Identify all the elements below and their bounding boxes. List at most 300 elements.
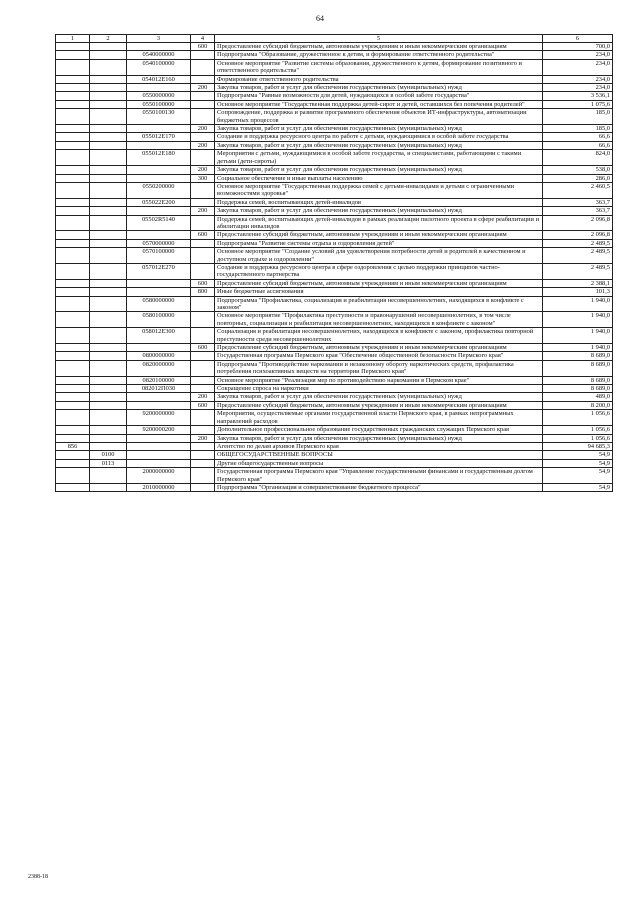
- admin-code-cell: [56, 410, 90, 426]
- expense-type-cell: [191, 442, 215, 450]
- target-article-cell: 0580000000: [127, 296, 191, 312]
- target-article-cell: 0820100000: [127, 376, 191, 384]
- target-article-cell: [127, 451, 191, 459]
- admin-code-cell: [56, 426, 90, 434]
- section-code-cell: 0113: [90, 459, 127, 467]
- amount-cell: 1 940,0: [543, 296, 613, 312]
- target-article-cell: 0800000000: [127, 352, 191, 360]
- expense-type-cell: 600: [191, 279, 215, 287]
- section-code-cell: [90, 410, 127, 426]
- description-cell: Сопровождение, поддержка и развитие программного обеспечения объектов ИТ-инфраструктуры, автоматизации бюджетных процессов: [215, 109, 543, 125]
- expense-type-cell: 200: [191, 84, 215, 92]
- expense-type-cell: [191, 312, 215, 328]
- admin-code-cell: [56, 109, 90, 125]
- section-code-cell: [90, 393, 127, 401]
- section-code-cell: [90, 468, 127, 484]
- admin-code-cell: [56, 215, 90, 231]
- expense-type-cell: [191, 451, 215, 459]
- admin-code-cell: [56, 239, 90, 247]
- admin-code-cell: [56, 279, 90, 287]
- table-row: [56, 182, 613, 198]
- amount-cell: 8 689,0: [543, 376, 613, 384]
- table-row: [56, 248, 613, 264]
- amount-cell: 2 096,8: [543, 231, 613, 239]
- admin-code-cell: [56, 288, 90, 296]
- section-code-cell: [90, 376, 127, 384]
- description-cell: Основное мероприятие "Создание условий для удовлетворения потребности детей и родителей в качественном и доступном отдыхе и оздоровлении": [215, 248, 543, 264]
- admin-code-cell: [56, 150, 90, 166]
- admin-code-cell: [56, 75, 90, 83]
- admin-code-cell: [56, 352, 90, 360]
- header-cell: 3: [127, 35, 191, 43]
- expense-type-cell: [191, 376, 215, 384]
- target-article-cell: 2000000000: [127, 468, 191, 484]
- table-row: [56, 483, 613, 491]
- admin-code-cell: [56, 434, 90, 442]
- section-code-cell: [90, 312, 127, 328]
- amount-cell: 1 056,6: [543, 434, 613, 442]
- expense-type-cell: [191, 263, 215, 279]
- expense-type-cell: [191, 215, 215, 231]
- amount-cell: 185,0: [543, 109, 613, 125]
- table-row: [56, 352, 613, 360]
- admin-code-cell: [56, 360, 90, 376]
- table-row: [56, 109, 613, 125]
- table-row: [56, 426, 613, 434]
- admin-code-cell: [56, 393, 90, 401]
- description-cell: Поддержка семей, воспитывающих детей-инвалидов в рамках реализации пилотного проекта в сфере реабилитации и абилитации инвалидов: [215, 215, 543, 231]
- section-code-cell: [90, 215, 127, 231]
- description-cell: Закупка товаров, работ и услуг для обеспечения государственных (муниципальных) нужд: [215, 393, 543, 401]
- admin-code-cell: [56, 312, 90, 328]
- description-cell: Государственная программа Пермского края "Управление государственными финансами и государственным долгом Пермского края": [215, 468, 543, 484]
- description-cell: Основное мероприятие "Государственная поддержка детей-сирот и детей, оставшихся без попечения родителей": [215, 100, 543, 108]
- target-article-cell: 05502R5140: [127, 215, 191, 231]
- section-code-cell: [90, 59, 127, 75]
- description-cell: Основное мероприятие "Государственная поддержка семей с детьми-инвалидами и детьми с ограниченными возможностями здоровья": [215, 182, 543, 198]
- table-row: [56, 442, 613, 450]
- expense-type-cell: [191, 75, 215, 83]
- section-code-cell: [90, 141, 127, 149]
- description-cell: Сокращение спроса на наркотики: [215, 385, 543, 393]
- expense-type-cell: 600: [191, 43, 215, 51]
- admin-code-cell: [56, 207, 90, 215]
- table-row: [56, 451, 613, 459]
- description-cell: Другие общегосударственные вопросы: [215, 459, 543, 467]
- description-cell: Социальное обеспечение и иные выплаты населению: [215, 174, 543, 182]
- expense-type-cell: [191, 385, 215, 393]
- expense-type-cell: 200: [191, 434, 215, 442]
- section-code-cell: [90, 51, 127, 59]
- page-number: 64: [316, 14, 324, 23]
- table-row: [56, 344, 613, 352]
- expense-type-cell: 200: [191, 141, 215, 149]
- admin-code-cell: [56, 248, 90, 264]
- table-row: [56, 75, 613, 83]
- amount-cell: 1 056,6: [543, 410, 613, 426]
- expense-type-cell: [191, 352, 215, 360]
- section-code-cell: [90, 434, 127, 442]
- expense-type-cell: [191, 150, 215, 166]
- target-article-cell: 9200000200: [127, 426, 191, 434]
- section-code-cell: [90, 207, 127, 215]
- amount-cell: 54,9: [543, 459, 613, 467]
- description-cell: Мероприятия с детьми, нуждающимися в особой заботе государства, и специалистами, работающими с такими детьми (дети-сироты): [215, 150, 543, 166]
- target-article-cell: 054012Е160: [127, 75, 191, 83]
- table-row: [56, 459, 613, 467]
- amount-cell: 8 689,0: [543, 360, 613, 376]
- target-article-cell: [127, 401, 191, 409]
- table-row: [56, 360, 613, 376]
- table-row: [56, 150, 613, 166]
- description-cell: Социализация и реабилитация несовершеннолетних, находящихся в конфликте с законом, профилактика повторной преступности среди несовершеннолетних: [215, 328, 543, 344]
- section-code-cell: [90, 150, 127, 166]
- description-cell: Государственная программа Пермского края "Обеспечение общественной безопасности Пермского края": [215, 352, 543, 360]
- section-code-cell: [90, 92, 127, 100]
- expense-type-cell: 600: [191, 401, 215, 409]
- admin-code-cell: [56, 141, 90, 149]
- table-row: [56, 393, 613, 401]
- amount-cell: 1 075,6: [543, 100, 613, 108]
- table-row: [56, 125, 613, 133]
- description-cell: Подпрограмма "Развитие системы отдыха и оздоровления детей": [215, 239, 543, 247]
- section-code-cell: [90, 133, 127, 141]
- target-article-cell: [127, 279, 191, 287]
- section-code-cell: 0100: [90, 451, 127, 459]
- admin-code-cell: [56, 451, 90, 459]
- budget-table: [55, 34, 613, 492]
- section-code-cell: [90, 84, 127, 92]
- expense-type-cell: [191, 100, 215, 108]
- section-code-cell: [90, 442, 127, 450]
- expense-type-cell: 200: [191, 393, 215, 401]
- section-code-cell: [90, 426, 127, 434]
- expense-type-cell: 600: [191, 344, 215, 352]
- amount-cell: 66,6: [543, 133, 613, 141]
- amount-cell: 363,7: [543, 207, 613, 215]
- description-cell: Создание и поддержка ресурсного центра по работе с детьми, нуждающимися в особой заботе государства: [215, 133, 543, 141]
- admin-code-cell: [56, 51, 90, 59]
- target-article-cell: [127, 141, 191, 149]
- amount-cell: 538,0: [543, 166, 613, 174]
- admin-code-cell: [56, 125, 90, 133]
- target-article-cell: [127, 459, 191, 467]
- admin-code-cell: [56, 328, 90, 344]
- section-code-cell: [90, 360, 127, 376]
- section-code-cell: [90, 385, 127, 393]
- admin-code-cell: [56, 385, 90, 393]
- amount-cell: 2 388,1: [543, 279, 613, 287]
- description-cell: Закупка товаров, работ и услуг для обеспечения государственных (муниципальных) нужд: [215, 84, 543, 92]
- admin-code-cell: [56, 459, 90, 467]
- amount-cell: 3 536,1: [543, 92, 613, 100]
- amount-cell: 2 096,8: [543, 215, 613, 231]
- expense-type-cell: [191, 92, 215, 100]
- header-cell: 2: [90, 35, 127, 43]
- amount-cell: 234,0: [543, 75, 613, 83]
- admin-code-cell: [56, 174, 90, 182]
- document-code: 2388-18: [28, 874, 48, 880]
- target-article-cell: 0580100000: [127, 312, 191, 328]
- amount-cell: 234,0: [543, 84, 613, 92]
- target-article-cell: [127, 288, 191, 296]
- expense-type-cell: [191, 198, 215, 206]
- section-code-cell: [90, 352, 127, 360]
- target-article-cell: [127, 207, 191, 215]
- admin-code-cell: [56, 296, 90, 312]
- target-article-cell: [127, 442, 191, 450]
- description-cell: Предоставление субсидий бюджетным, автономным учреждениям и иным некоммерческим организациям: [215, 279, 543, 287]
- target-article-cell: [127, 174, 191, 182]
- admin-code-cell: [56, 376, 90, 384]
- description-cell: Подпрограмма "Образование, дружественное к детям, и формирование ответственного родительства": [215, 51, 543, 59]
- table-row: [56, 434, 613, 442]
- target-article-cell: [127, 84, 191, 92]
- header-cell: 6: [543, 35, 613, 43]
- admin-code-cell: [56, 182, 90, 198]
- table-row: [56, 198, 613, 206]
- admin-code-cell: [56, 263, 90, 279]
- amount-cell: 1 940,0: [543, 312, 613, 328]
- expense-type-cell: [191, 410, 215, 426]
- header-cell: 4: [191, 35, 215, 43]
- expense-type-cell: 800: [191, 288, 215, 296]
- target-article-cell: 0570100000: [127, 248, 191, 264]
- admin-code-cell: [56, 59, 90, 75]
- description-cell: Закупка товаров, работ и услуг для обеспечения государственных (муниципальных) нужд: [215, 434, 543, 442]
- admin-code-cell: [56, 166, 90, 174]
- description-cell: Основное мероприятие "Профилактика преступности и правонарушений несовершеннолетних, в том числе повторных, социализация и реабилитация несовершеннолетних, находящихся в конфликте с законом": [215, 312, 543, 328]
- table-row: [56, 401, 613, 409]
- target-article-cell: 082012П030: [127, 385, 191, 393]
- section-code-cell: [90, 483, 127, 491]
- amount-cell: 2 460,5: [543, 182, 613, 198]
- section-code-cell: [90, 288, 127, 296]
- target-article-cell: [127, 344, 191, 352]
- amount-cell: 54,9: [543, 483, 613, 491]
- target-article-cell: [127, 125, 191, 133]
- amount-cell: 1 940,0: [543, 328, 613, 344]
- expense-type-cell: [191, 459, 215, 467]
- description-cell: Предоставление субсидий бюджетным, автономным учреждениям и иным некоммерческим организациям: [215, 231, 543, 239]
- description-cell: Закупка товаров, работ и услуг для обеспечения государственных (муниципальных) нужд: [215, 141, 543, 149]
- amount-cell: 2 489,5: [543, 263, 613, 279]
- description-cell: Дополнительное профессиональное образование государственных гражданских служащих Пермского края: [215, 426, 543, 434]
- target-article-cell: 0550200000: [127, 182, 191, 198]
- amount-cell: 54,9: [543, 451, 613, 459]
- description-cell: Основное мероприятие "Реализация мер по противодействию наркомании в Пермском крае": [215, 376, 543, 384]
- table-row: [56, 59, 613, 75]
- table-row: [56, 231, 613, 239]
- target-article-cell: 0540000000: [127, 51, 191, 59]
- admin-code-cell: [56, 100, 90, 108]
- expense-type-cell: [191, 133, 215, 141]
- table-row: [56, 84, 613, 92]
- admin-code-cell: [56, 84, 90, 92]
- expense-type-cell: [191, 182, 215, 198]
- description-cell: Иные бюджетные ассигнования: [215, 288, 543, 296]
- section-code-cell: [90, 344, 127, 352]
- admin-code-cell: [56, 92, 90, 100]
- table-row: [56, 385, 613, 393]
- table-header-row: [56, 35, 613, 43]
- expense-type-cell: [191, 248, 215, 264]
- section-code-cell: [90, 401, 127, 409]
- section-code-cell: [90, 239, 127, 247]
- amount-cell: 8 200,0: [543, 401, 613, 409]
- amount-cell: 66,6: [543, 141, 613, 149]
- section-code-cell: [90, 231, 127, 239]
- expense-type-cell: [191, 360, 215, 376]
- section-code-cell: [90, 248, 127, 264]
- expense-type-cell: 600: [191, 231, 215, 239]
- section-code-cell: [90, 198, 127, 206]
- target-article-cell: [127, 434, 191, 442]
- description-cell: Подпрограмма "Противодействие наркомании и незаконному обороту наркотических средств, профилактика потребления психоактивных веществ на территории Пермского края": [215, 360, 543, 376]
- expense-type-cell: 300: [191, 174, 215, 182]
- section-code-cell: [90, 100, 127, 108]
- description-cell: Подпрограмма "Профилактика, социализация и реабилитация несовершеннолетних, находящихся в конфликте с законом": [215, 296, 543, 312]
- expense-type-cell: 200: [191, 166, 215, 174]
- table-row: [56, 376, 613, 384]
- admin-code-cell: [56, 198, 90, 206]
- table-row: [56, 410, 613, 426]
- amount-cell: 234,0: [543, 59, 613, 75]
- amount-cell: 1 940,0: [543, 344, 613, 352]
- description-cell: ОБЩЕГОСУДАРСТВЕННЫЕ ВОПРОСЫ: [215, 451, 543, 459]
- table-row: [56, 174, 613, 182]
- section-code-cell: [90, 296, 127, 312]
- section-code-cell: [90, 328, 127, 344]
- expense-type-cell: [191, 468, 215, 484]
- target-article-cell: 2010000000: [127, 483, 191, 491]
- table-row: [56, 133, 613, 141]
- description-cell: Подпрограмма "Организация и совершенствование бюджетного процесса": [215, 483, 543, 491]
- description-cell: Создание и поддержка ресурсного центра в сфере оздоровления с целью поддержки принципов частно-государственного партнерства: [215, 263, 543, 279]
- target-article-cell: 055012Е180: [127, 150, 191, 166]
- section-code-cell: [90, 263, 127, 279]
- amount-cell: 8 689,0: [543, 385, 613, 393]
- description-cell: Основное мероприятие "Развитие системы образования, дружественного к детям, формирование позитивного и ответственного родительства": [215, 59, 543, 75]
- expense-type-cell: [191, 59, 215, 75]
- amount-cell: 286,0: [543, 174, 613, 182]
- section-code-cell: [90, 166, 127, 174]
- description-cell: Мероприятия, осуществляемые органами государственной власти Пермского края, в рамках непрограммных направлений расходов: [215, 410, 543, 426]
- header-cell: 1: [56, 35, 90, 43]
- table-row: [56, 215, 613, 231]
- table-row: [56, 51, 613, 59]
- admin-code-cell: [56, 401, 90, 409]
- description-cell: Подпрограмма "Равные возможности для детей, нуждающихся в особой заботе государства": [215, 92, 543, 100]
- description-cell: Закупка товаров, работ и услуг для обеспечения государственных (муниципальных) нужд: [215, 207, 543, 215]
- target-article-cell: 0550100000: [127, 100, 191, 108]
- table-row: [56, 100, 613, 108]
- table-row: [56, 312, 613, 328]
- table-row: [56, 296, 613, 312]
- amount-cell: 234,0: [543, 51, 613, 59]
- amount-cell: 1 056,6: [543, 426, 613, 434]
- table-row: [56, 279, 613, 287]
- table-row: [56, 92, 613, 100]
- target-article-cell: 0540100000: [127, 59, 191, 75]
- expense-type-cell: [191, 328, 215, 344]
- target-article-cell: [127, 231, 191, 239]
- section-code-cell: [90, 182, 127, 198]
- section-code-cell: [90, 75, 127, 83]
- table-row: [56, 263, 613, 279]
- amount-cell: 489,0: [543, 393, 613, 401]
- expense-type-cell: 200: [191, 125, 215, 133]
- amount-cell: 94 685,3: [543, 442, 613, 450]
- expense-type-cell: [191, 483, 215, 491]
- amount-cell: 2 489,5: [543, 248, 613, 264]
- description-cell: Предоставление субсидий бюджетным, автономным учреждениям и иным некоммерческим организациям: [215, 401, 543, 409]
- admin-code-cell: [56, 468, 90, 484]
- expense-type-cell: [191, 296, 215, 312]
- target-article-cell: [127, 166, 191, 174]
- table-row: [56, 328, 613, 344]
- section-code-cell: [90, 279, 127, 287]
- amount-cell: 824,0: [543, 150, 613, 166]
- target-article-cell: 0550000000: [127, 92, 191, 100]
- section-code-cell: [90, 125, 127, 133]
- description-cell: Закупка товаров, работ и услуг для обеспечения государственных (муниципальных) нужд: [215, 166, 543, 174]
- expense-type-cell: 200: [191, 207, 215, 215]
- section-code-cell: [90, 109, 127, 125]
- description-cell: Предоставление субсидий бюджетным, автономным учреждениям и иным некоммерческим организациям: [215, 344, 543, 352]
- amount-cell: 101,3: [543, 288, 613, 296]
- target-article-cell: 0550100130: [127, 109, 191, 125]
- target-article-cell: [127, 393, 191, 401]
- target-article-cell: 058012Е300: [127, 328, 191, 344]
- target-article-cell: 055022Е200: [127, 198, 191, 206]
- description-cell: Поддержка семей, воспитывающих детей-инвалидов: [215, 198, 543, 206]
- admin-code-cell: 856: [56, 442, 90, 450]
- description-cell: Формирование ответственного родительства: [215, 75, 543, 83]
- admin-code-cell: [56, 43, 90, 51]
- target-article-cell: 055012Е170: [127, 133, 191, 141]
- amount-cell: 2 489,5: [543, 239, 613, 247]
- table-row: [56, 288, 613, 296]
- table-row: [56, 207, 613, 215]
- table-row: [56, 43, 613, 51]
- admin-code-cell: [56, 483, 90, 491]
- table-row: [56, 166, 613, 174]
- amount-cell: 185,0: [543, 125, 613, 133]
- expense-type-cell: [191, 109, 215, 125]
- admin-code-cell: [56, 133, 90, 141]
- description-cell: Предоставление субсидий бюджетным, автономным учреждениям и иным некоммерческим организациям: [215, 43, 543, 51]
- amount-cell: 8 689,0: [543, 352, 613, 360]
- target-article-cell: [127, 43, 191, 51]
- admin-code-cell: [56, 344, 90, 352]
- target-article-cell: 057012Е270: [127, 263, 191, 279]
- section-code-cell: [90, 174, 127, 182]
- amount-cell: 54,9: [543, 468, 613, 484]
- amount-cell: 363,7: [543, 198, 613, 206]
- target-article-cell: 9200000000: [127, 410, 191, 426]
- description-cell: Закупка товаров, работ и услуг для обеспечения государственных (муниципальных) нужд: [215, 125, 543, 133]
- table-row: [56, 141, 613, 149]
- expense-type-cell: [191, 239, 215, 247]
- admin-code-cell: [56, 231, 90, 239]
- target-article-cell: 0570000000: [127, 239, 191, 247]
- expense-type-cell: [191, 426, 215, 434]
- expense-type-cell: [191, 51, 215, 59]
- table-row: [56, 468, 613, 484]
- section-code-cell: [90, 43, 127, 51]
- target-article-cell: 0820000000: [127, 360, 191, 376]
